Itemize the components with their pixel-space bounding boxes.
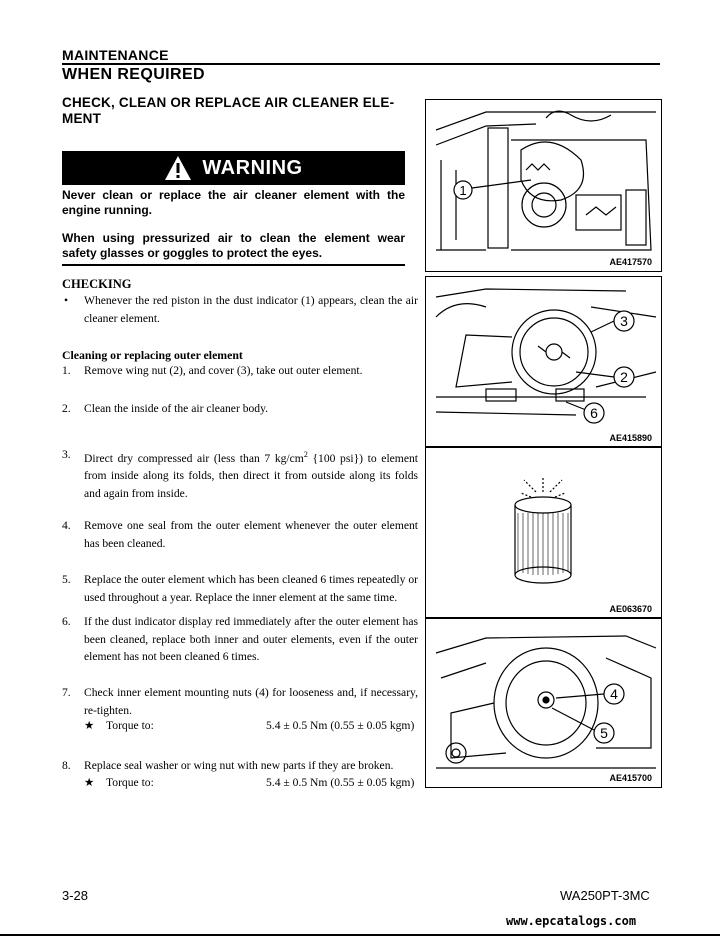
callout-6: 6 — [590, 405, 598, 421]
step-text — [84, 446, 418, 502]
page-title — [62, 95, 407, 127]
step-number: 2. — [62, 402, 71, 415]
figure-code: AE415700 — [609, 773, 652, 783]
torque-label: Torque to: — [106, 776, 154, 789]
callout-4: 4 — [610, 686, 618, 702]
air-cleaner-illustration — [426, 277, 661, 447]
callout-2: 2 — [620, 369, 628, 385]
step-number: 5. — [62, 573, 71, 586]
figure-inner-element-nut — [425, 617, 662, 788]
chapter-title: WHEN REQUIRED — [62, 66, 205, 83]
step-text: Remove wing nut (2), and cover (3), take out outer element. — [84, 364, 363, 377]
figure-code: AE417570 — [609, 257, 652, 267]
warning-rule — [62, 264, 405, 266]
step-text: Check inner element mounting nuts (4) for looseness and, if necessary, re-tighten. — [84, 686, 418, 717]
step-number: 3. — [62, 448, 71, 461]
warning-text-1: Never clean or replace the air cleaner element with the engine running. — [62, 188, 405, 217]
figure-code: AE415890 — [609, 433, 652, 443]
watermark: www.epcatalogs.com — [506, 914, 637, 928]
warning-banner — [62, 151, 405, 185]
step-text: Replace the outer element which has been cleaned 6 times repeatedly or used throughout a year. Replace the inner element at the same time. — [84, 573, 418, 604]
step-number: 8. — [62, 759, 71, 772]
step-text: If the dust indicator display red immediately after the outer element has been cleaned, replace both inner and outer elements, even if the outer element has not been cleaned 6 times. — [84, 615, 418, 663]
figure-cover-wingnut — [425, 276, 662, 448]
bullet-icon: • — [64, 294, 69, 307]
step-text: Replace seal washer or wing nut with new parts if they are broken. — [84, 759, 394, 772]
bottom-rule — [0, 934, 720, 936]
superscript: 2 — [303, 450, 308, 459]
header-rule — [62, 63, 660, 65]
step-text-part: {100 psi}) to element from inside along its folds, then direct it from outside along its folds and again from inside. — [84, 451, 418, 500]
step-text-part: Direct dry compressed air (less than 7 kg/cm — [84, 451, 304, 465]
section-header: MAINTENANCE — [62, 47, 169, 63]
figure-outer-element — [425, 446, 662, 619]
cleaning-heading: Cleaning or replacing outer element — [62, 348, 243, 362]
step-number: 1. — [62, 364, 71, 377]
inner-element-illustration — [426, 618, 661, 787]
torque-label: Torque to: — [106, 719, 154, 732]
star-icon: ★ — [84, 776, 95, 789]
warning-label: WARNING — [202, 156, 303, 179]
callout-1: 1 — [459, 183, 467, 198]
callout-3: 3 — [620, 313, 628, 329]
step-number: 4. — [62, 519, 71, 532]
step-number: 6. — [62, 615, 71, 628]
callout-5: 5 — [600, 725, 608, 741]
warning-triangle-icon — [164, 155, 192, 181]
filter-element-illustration — [426, 447, 661, 618]
star-icon: ★ — [84, 719, 95, 732]
figure-dust-indicator — [425, 99, 662, 272]
step-text: Clean the inside of the air cleaner body. — [84, 402, 269, 415]
torque-value: 5.4 ± 0.5 Nm (0.55 ± 0.05 kgm) — [266, 776, 415, 789]
page-number: 3-28 — [62, 888, 89, 903]
checking-heading: CHECKING — [62, 277, 132, 291]
warning-text-2: When using pressurized air to clean the element wear safety glasses or goggles to protect the eyes. — [62, 231, 405, 260]
figure-code: AE063670 — [609, 604, 652, 614]
step-text: Remove one seal from the outer element whenever the outer element has been cleaned. — [84, 519, 418, 550]
page-title-text: CHECK, CLEAN OR REPLACE AIR CLEANER ELE- MENT — [62, 95, 395, 126]
model-code: WA250PT-3MC — [560, 888, 650, 903]
checking-bullet-text: Whenever the red piston in the dust indicator (1) appears, clean the air cleaner element. — [84, 294, 418, 325]
torque-value: 5.4 ± 0.5 Nm (0.55 ± 0.05 kgm) — [266, 719, 415, 732]
engine-illustration — [426, 100, 661, 271]
step-number: 7. — [62, 686, 71, 699]
